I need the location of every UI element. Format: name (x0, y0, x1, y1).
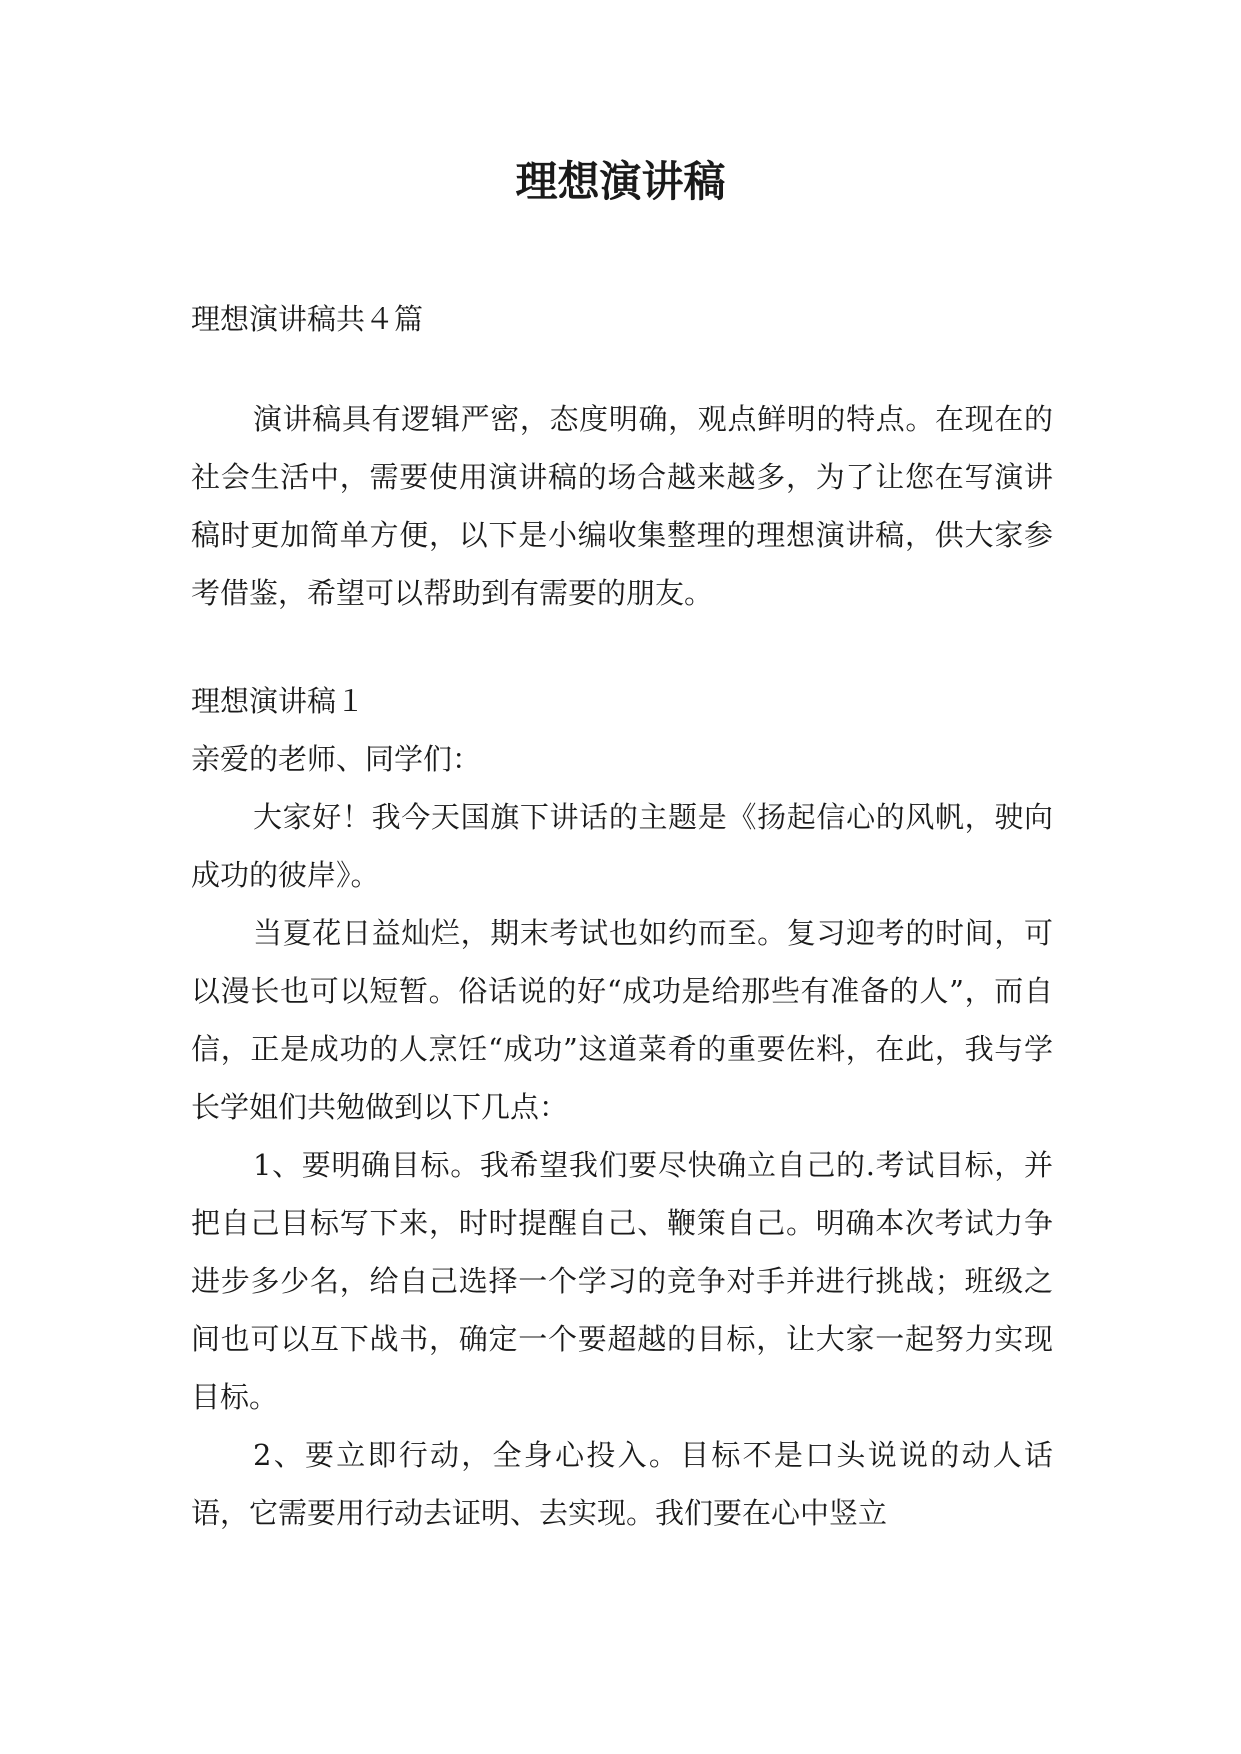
salutation: 亲爱的老师、同学们： (191, 742, 482, 776)
body-paragraph: 1、要明确目标。我希望我们要尽快确立自己的.考试目标，并把自己目标写下来，时时提醒自己、鞭策自己。明确本次考试力争进步多少名，给自己选择一个学习的竞争对手并进行挑战；班级之间也可以互下战书，确定一个要超越的目标，让大家一起努力实现目标。 (191, 1148, 1053, 1414)
body-paragraph: 2、要立即行动，全身心投入。目标不是口头说说的动人话语，它需要用行动去证明、去实现。我们要在心中竖立 (191, 1438, 1053, 1530)
document-body (191, 294, 1053, 1542)
body-paragraph: 当夏花日益灿烂，期末考试也如约而至。复习迎考的时间，可以漫长也可以短暂。俗话说的好“成功是给那些有准备的人”，而自信，正是成功的人烹饪“成功”这道菜肴的重要佐料，在此，我与学长学姐们共勉做到以下几点： (191, 916, 1053, 1124)
section-title: 理想演讲稿１ (191, 684, 366, 718)
document-title: 理想演讲稿 (515, 157, 726, 206)
body-paragraph: 大家好！我今天国旗下讲话的主题是《扬起信心的风帆，驶向成功的彼岸》。 (191, 800, 1053, 892)
intro-paragraph: 演讲稿具有逻辑严密，态度明确，观点鲜明的特点。在现在的社会生活中，需要使用演讲稿的场合越来越多，为了让您在写演讲稿时更加简单方便，以下是小编收集整理的理想演讲稿，供大家参考借鉴，希望可以帮助到有需要的朋友。 (191, 402, 1053, 610)
document-subtitle: 理想演讲稿共４篇 (191, 302, 424, 336)
